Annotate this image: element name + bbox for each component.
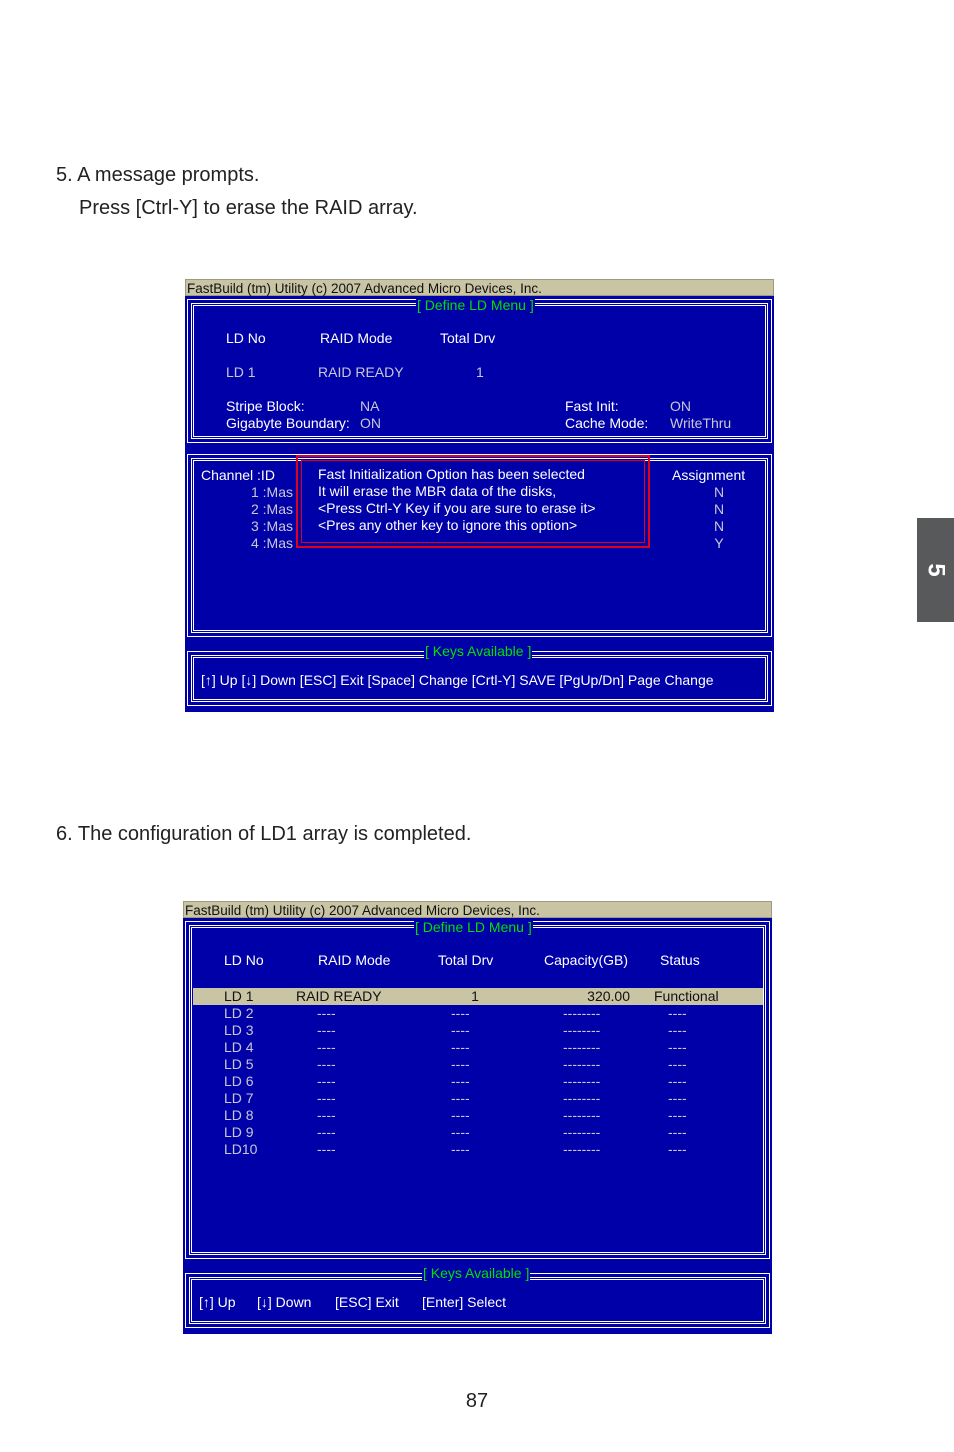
key-down: [↓] Down — [257, 1294, 312, 1310]
ld-raid-mode: RAID READY — [296, 988, 382, 1004]
keys-available-label: [ Keys Available ] — [423, 1265, 530, 1281]
key-enter: [Enter] Select — [422, 1294, 507, 1310]
ld-total-drv: ---- — [451, 1124, 470, 1140]
ld-name: LD 6 — [224, 1073, 254, 1089]
ld-total-drv: ---- — [451, 1107, 470, 1123]
dialog-line: <Pres any other key to ignore this option> — [318, 517, 578, 533]
define-ld-menu-label: [ Define LD Menu ] — [415, 919, 532, 935]
col-total-drv: Total Drv — [438, 952, 494, 968]
bios-screen-define-ld-prompt — [185, 279, 774, 712]
ld-total-drv: ---- — [451, 1005, 470, 1021]
assignment-value: N — [713, 518, 725, 534]
ld-capacity: -------- — [563, 1073, 601, 1089]
ld-status: ---- — [668, 1005, 687, 1021]
ld-name: LD 1 — [226, 364, 256, 380]
ld-raid-mode: ---- — [317, 1107, 336, 1123]
ld-capacity: -------- — [563, 1107, 601, 1123]
ld-total-drv: 1 — [476, 364, 484, 380]
stripe-block-value: NA — [360, 398, 380, 414]
ld-raid-mode: ---- — [317, 1073, 336, 1089]
ld-raid-mode: ---- — [317, 1056, 336, 1072]
ld-raid-mode: ---- — [317, 1141, 336, 1157]
chapter-number: 5 — [922, 563, 950, 577]
col-status: Status — [660, 952, 700, 968]
ld-row-selected[interactable] — [193, 988, 763, 1005]
ld-status: ---- — [668, 1039, 687, 1055]
bios-screen-define-ld-complete — [183, 901, 772, 1334]
dialog-line: <Press Ctrl-Y Key if you are sure to erase it> — [318, 500, 596, 516]
ld-name: LD 5 — [224, 1056, 254, 1072]
fast-init-value: ON — [670, 398, 691, 414]
channel-row: 2 :Mas — [250, 501, 293, 517]
gigabyte-boundary-value: ON — [360, 415, 381, 431]
ld-name: LD 8 — [224, 1107, 254, 1123]
ld-capacity: -------- — [563, 1141, 601, 1157]
assignment-value: N — [713, 501, 725, 517]
ld-total-drv: ---- — [451, 1022, 470, 1038]
step-5-instruction: Press [Ctrl-Y] to erase the RAID array. — [79, 197, 418, 219]
ld-raid-mode: RAID READY — [318, 364, 404, 380]
assignment-header: Assignment — [672, 467, 746, 483]
ld-capacity: -------- — [563, 1005, 601, 1021]
col-capacity: Capacity(GB) — [544, 952, 629, 968]
cache-mode-label: Cache Mode: — [565, 415, 649, 431]
ld-name: LD 9 — [224, 1124, 254, 1140]
key-up: [↑] Up — [199, 1294, 236, 1310]
col-raid-mode: RAID Mode — [318, 952, 391, 968]
ld-capacity: -------- — [563, 1039, 601, 1055]
assignment-value: N — [713, 484, 725, 500]
utility-title-bar: FastBuild (tm) Utility (c) 2007 Advanced Micro Devices, Inc. — [183, 901, 772, 918]
ld-status: ---- — [668, 1090, 687, 1106]
cache-mode-value: WriteThru — [670, 415, 732, 431]
utility-title-bar: FastBuild (tm) Utility (c) 2007 Advanced Micro Devices, Inc. — [185, 279, 774, 296]
define-ld-menu-label: [ Define LD Menu ] — [417, 297, 534, 313]
col-ld-no: LD No — [224, 952, 264, 968]
ld-status: ---- — [668, 1073, 687, 1089]
step-6-text: 6. The configuration of LD1 array is completed. — [56, 823, 472, 845]
ld-capacity: -------- — [563, 1022, 601, 1038]
keys-available-label: [ Keys Available ] — [425, 643, 532, 659]
ld-status: ---- — [668, 1022, 687, 1038]
channel-row: 1 :Mas — [250, 484, 293, 500]
ld-capacity: -------- — [563, 1090, 601, 1106]
stripe-block-label: Stripe Block: — [226, 398, 305, 414]
gigabyte-boundary-label: Gigabyte Boundary: — [226, 415, 350, 431]
fast-init-label: Fast Init: — [565, 398, 619, 414]
ld-name: LD 3 — [224, 1022, 254, 1038]
channel-row: 4 :Mas — [250, 535, 293, 551]
channel-row: 3 :Mas — [250, 518, 293, 534]
ld-total-drv: ---- — [451, 1056, 470, 1072]
ld-capacity: 320.00 — [587, 988, 630, 1004]
ld-total-drv: 1 — [471, 988, 479, 1004]
col-total-drv: Total Drv — [440, 330, 496, 346]
ld-capacity: -------- — [563, 1124, 601, 1140]
ld-status: ---- — [668, 1141, 687, 1157]
ld-status: ---- — [668, 1107, 687, 1123]
ld-status: Functional — [654, 988, 719, 1004]
ld-total-drv: ---- — [451, 1141, 470, 1157]
step-5-heading: 5. A message prompts. — [56, 164, 260, 186]
dialog-line: Fast Initialization Option has been selected — [318, 466, 585, 482]
ld-name: LD 4 — [224, 1039, 254, 1055]
col-ld-no: LD No — [226, 330, 266, 346]
ld-raid-mode: ---- — [317, 1124, 336, 1140]
col-raid-mode: RAID Mode — [320, 330, 393, 346]
ld-raid-mode: ---- — [317, 1022, 336, 1038]
ld-raid-mode: ---- — [317, 1039, 336, 1055]
step-5-text — [56, 159, 418, 225]
assignment-value: Y — [714, 535, 724, 551]
ld-capacity: -------- — [563, 1056, 601, 1072]
ld-name: LD 1 — [224, 988, 254, 1004]
channel-id-header: Channel :ID — [201, 467, 275, 483]
ld-name: LD 2 — [224, 1005, 254, 1021]
ld-raid-mode: ---- — [317, 1090, 336, 1106]
ld-total-drv: ---- — [451, 1039, 470, 1055]
ld-total-drv: ---- — [451, 1090, 470, 1106]
key-esc: [ESC] Exit — [335, 1294, 399, 1310]
ld-total-drv: ---- — [451, 1073, 470, 1089]
ld-status: ---- — [668, 1124, 687, 1140]
ld-name: LD10 — [224, 1141, 258, 1157]
ld-name: LD 7 — [224, 1090, 254, 1106]
ld-raid-mode: ---- — [317, 1005, 336, 1021]
chapter-tab — [917, 518, 954, 622]
page-number: 87 — [465, 1390, 489, 1412]
dialog-line: It will erase the MBR data of the disks, — [318, 483, 557, 499]
keys-help-line: [↑] Up [↓] Down [ESC] Exit [Space] Change [Crtl-Y] SAVE [PgUp/Dn] Page Change — [201, 672, 714, 688]
ld-status: ---- — [668, 1056, 687, 1072]
